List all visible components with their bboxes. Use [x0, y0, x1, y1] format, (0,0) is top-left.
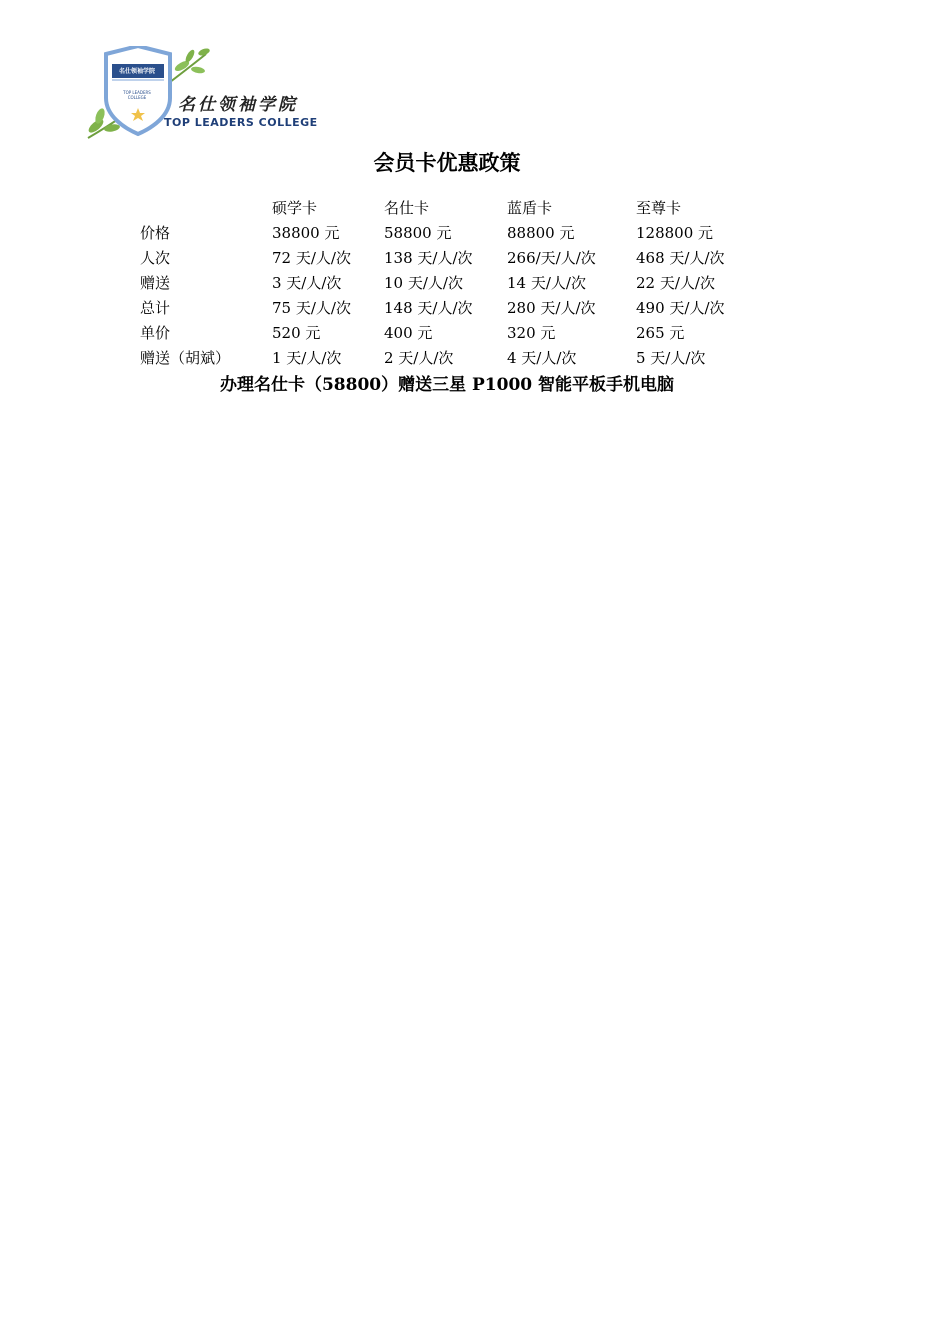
table-cell: 22 天/人/次: [636, 274, 715, 292]
table-cell: 138 天/人/次: [384, 249, 473, 267]
table-cell: 14 天/人/次: [507, 274, 586, 292]
page-title: 会员卡优惠政策: [373, 150, 521, 175]
row-label: 总计: [140, 299, 171, 317]
college-logo: [86, 46, 318, 142]
shield-motto-text: TOP LEADERS COLLEGE: [123, 90, 151, 100]
table-cell: 58800 元: [384, 224, 452, 242]
table-cell: 148 天/人/次: [384, 299, 473, 317]
table-cell: 3 天/人/次: [272, 274, 342, 292]
table-cell: 4 天/人/次: [507, 349, 577, 367]
row-label: 单价: [140, 324, 171, 342]
table-cell: 38800 元: [272, 224, 340, 242]
table-cell: 400 元: [384, 324, 433, 342]
table-cell: 490 天/人/次: [636, 299, 725, 317]
table-cell: 5 天/人/次: [636, 349, 706, 367]
logo-english-name: TOP LEADERS COLLEGE: [164, 116, 318, 129]
promotion-note: 办理名仕卡（58800）赠送三星 P1000 智能平板手机电脑: [219, 375, 675, 395]
header-cell-landun: 蓝盾卡: [507, 199, 553, 217]
header-cell-shuoxue: 硕学卡: [272, 199, 318, 217]
table-cell: 266/天/人/次: [507, 249, 596, 267]
table-cell: 88800 元: [507, 224, 575, 242]
table-cell: 128800 元: [636, 224, 714, 242]
table-cell: 468 天/人/次: [636, 249, 725, 267]
table-cell: 72 天/人/次: [272, 249, 351, 267]
row-label: 价格: [140, 224, 171, 242]
row-label: 人次: [140, 249, 171, 267]
header-cell-zhizun: 至尊卡: [636, 199, 682, 217]
table-cell: 320 元: [507, 324, 556, 342]
logo-chinese-name: 名仕领袖学院: [178, 95, 298, 115]
table-cell: 265 元: [636, 324, 685, 342]
table-cell: 1 天/人/次: [272, 349, 342, 367]
header-cell-mingshi: 名仕卡: [384, 199, 430, 217]
table-cell: 2 天/人/次: [384, 349, 454, 367]
table-cell: 75 天/人/次: [272, 299, 351, 317]
table-cell: 520 元: [272, 324, 321, 342]
row-label: 赠送（胡斌）: [140, 349, 231, 367]
shield-banner-text: 名仕领袖学院: [118, 68, 155, 75]
table-cell: 10 天/人/次: [384, 274, 463, 292]
table-cell: 280 天/人/次: [507, 299, 596, 317]
row-label: 赠送: [140, 274, 171, 292]
